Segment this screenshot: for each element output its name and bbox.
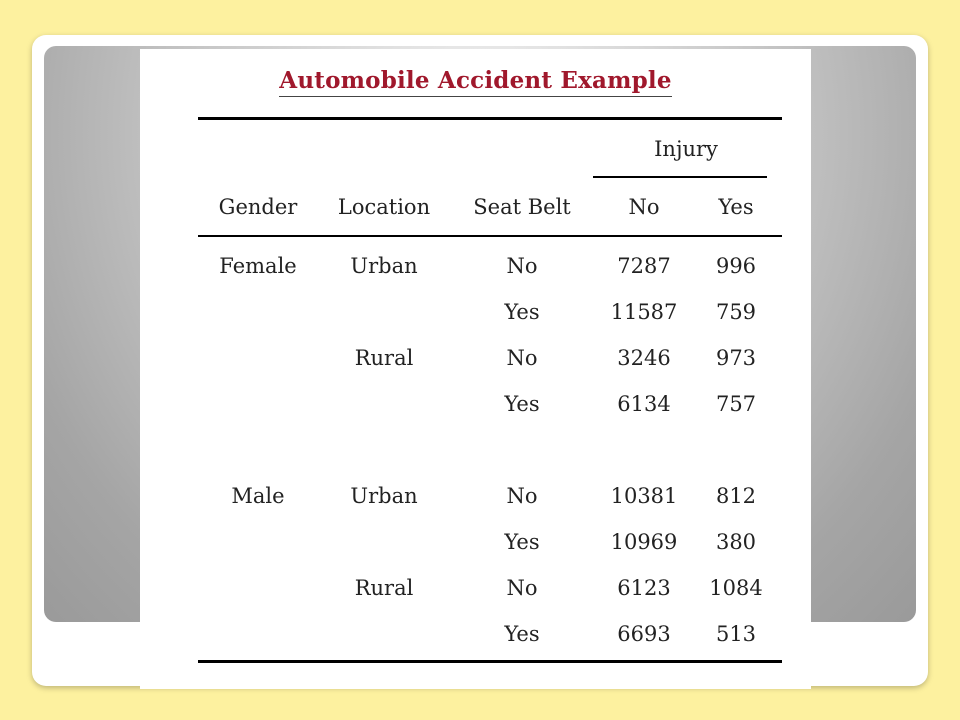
cell-seat-belt: No <box>506 576 538 600</box>
cell-injury-yes: 380 <box>715 530 757 554</box>
cell-gender: Female <box>219 254 297 278</box>
header-rule <box>198 235 782 237</box>
cell-location: Urban <box>350 254 418 278</box>
cell-gender: Male <box>231 484 285 508</box>
column-header-injury-no: No <box>628 195 660 219</box>
cell-injury-yes: 973 <box>715 346 757 370</box>
cell-injury-no: 6693 <box>617 622 671 646</box>
cell-seat-belt: Yes <box>504 300 540 324</box>
group-header-injury: Injury <box>654 137 718 161</box>
cell-injury-yes: 513 <box>715 622 757 646</box>
top-rule <box>198 117 782 120</box>
cell-seat-belt: Yes <box>504 530 540 554</box>
cell-location: Rural <box>354 576 414 600</box>
slide-card <box>32 35 928 686</box>
cell-injury-no: 6134 <box>617 392 671 416</box>
cell-injury-no: 3246 <box>617 346 671 370</box>
cell-injury-no: 7287 <box>617 254 671 278</box>
cell-injury-yes: 996 <box>715 254 757 278</box>
cell-injury-yes: 759 <box>715 300 757 324</box>
cell-injury-yes: 812 <box>715 484 757 508</box>
cell-injury-no: 10381 <box>610 484 678 508</box>
document-page <box>140 49 811 689</box>
cell-injury-no: 10969 <box>610 530 678 554</box>
column-header-injury-yes: Yes <box>718 195 754 219</box>
bottom-rule <box>198 660 782 663</box>
cell-seat-belt: No <box>506 484 538 508</box>
title <box>140 67 811 97</box>
cell-seat-belt: Yes <box>504 392 540 416</box>
column-header-seat-belt: Seat Belt <box>473 195 571 219</box>
column-header-location: Location <box>337 195 431 219</box>
column-header-gender: Gender <box>218 195 298 219</box>
cell-injury-yes: 1084 <box>709 576 763 600</box>
title-text: Automobile Accident Example <box>279 67 671 97</box>
cell-injury-no: 11587 <box>610 300 678 324</box>
cell-seat-belt: No <box>506 346 538 370</box>
cell-seat-belt: No <box>506 254 538 278</box>
cell-location: Rural <box>354 346 414 370</box>
cell-seat-belt: Yes <box>504 622 540 646</box>
injury-rule <box>593 176 767 178</box>
cell-location: Urban <box>350 484 418 508</box>
cell-injury-no: 6123 <box>617 576 671 600</box>
cell-injury-yes: 757 <box>715 392 757 416</box>
